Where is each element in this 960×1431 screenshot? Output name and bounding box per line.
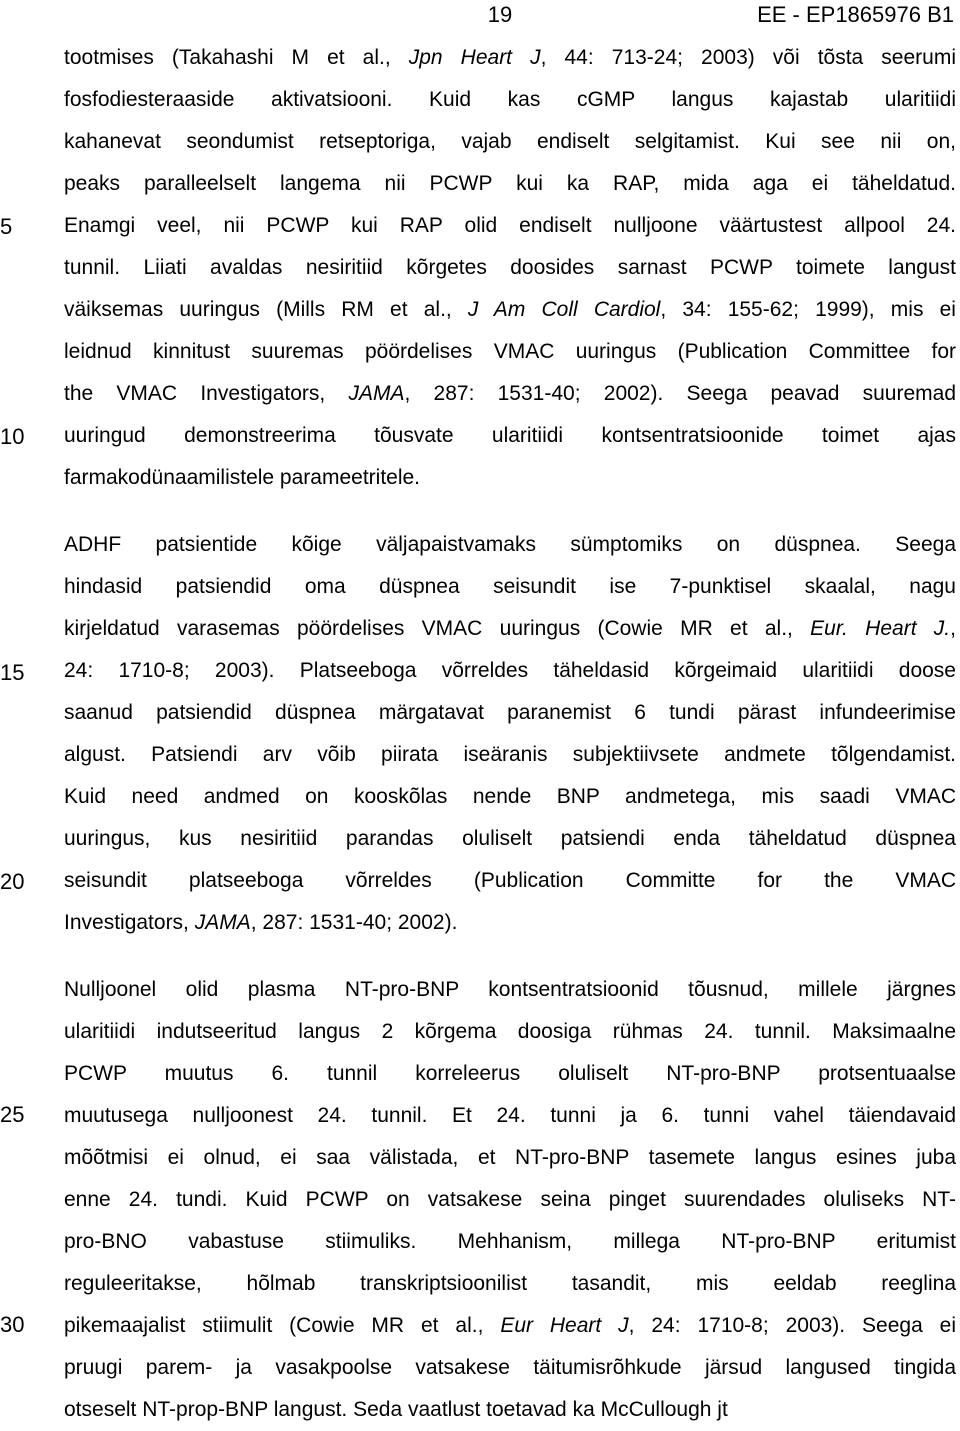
text-line bbox=[64, 860, 956, 902]
text-run: Kuid need andmed on kooskõlas nende BNP andmetega, mis saadi VMAC bbox=[64, 785, 956, 808]
text-run: Nulljoonel olid plasma NT-pro-BNP kontsentratsioonid tõusnud, millele järgnes bbox=[64, 978, 956, 1001]
text-line bbox=[64, 1347, 956, 1389]
text-line bbox=[64, 331, 956, 373]
italic-text: Eur Heart J bbox=[500, 1314, 629, 1337]
italic-text: J Am Coll Cardiol bbox=[467, 298, 661, 321]
text-line bbox=[64, 1011, 956, 1053]
text-line bbox=[64, 163, 956, 205]
text-run: farmakodünaamilistele parameetritele. bbox=[64, 466, 421, 489]
text-run: kirjeldatud varasemas pöördelises VMAC uuringus (Cowie MR et al., bbox=[64, 617, 811, 640]
text-line bbox=[64, 457, 956, 499]
text-run: seisundit platseeboga võrreldes (Publication Committe for the VMAC bbox=[64, 869, 956, 892]
text-line bbox=[64, 415, 956, 457]
text-line bbox=[64, 79, 956, 121]
text-run: , 24: 1710-8; 2003). Seega ei bbox=[628, 1314, 956, 1337]
text-run: reguleeritakse, hõlmab transkriptsioonilist tasandit, mis eeldab reeglina bbox=[64, 1272, 956, 1295]
text-run: tunnil. Liiati avaldas nesiritiid kõrgetes doosides sarnast PCWP toimete langust bbox=[64, 256, 956, 279]
text-line bbox=[64, 1263, 956, 1305]
text-run: tootmises (Takahashi M et al., bbox=[64, 46, 409, 69]
text-run: pruugi parem- ja vasakpoolse vatsakese täitumisrõhkude järsud langused tingida bbox=[64, 1356, 956, 1379]
paragraph-2 bbox=[64, 524, 956, 944]
text-line bbox=[64, 524, 956, 566]
text-line bbox=[64, 692, 956, 734]
line-number: 5 bbox=[0, 214, 13, 239]
text-line bbox=[64, 969, 956, 1011]
text-run: hindasid patsiendid oma düspnea seisundit ise 7-punktisel skaalal, nagu bbox=[64, 575, 956, 598]
line-number: 10 bbox=[0, 424, 25, 449]
text-run: , bbox=[950, 617, 956, 640]
text-line bbox=[64, 1053, 956, 1095]
text-line bbox=[64, 650, 956, 692]
text-run: mõõtmisi ei olnud, ei saa välistada, et NT-pro-BNP tasemete langus esines juba bbox=[64, 1146, 956, 1169]
page-number: 19 bbox=[487, 2, 513, 27]
text-run: 24: 1710-8; 2003). Platseeboga võrreldes täheldasid kõrgeimaid ularitiidi doose bbox=[64, 659, 956, 682]
text-run: muutusega nulljoonest 24. tunnil. Et 24. tunni ja 6. tunni vahel täiendavaid bbox=[64, 1104, 956, 1127]
text-line bbox=[64, 1179, 956, 1221]
line-number: 15 bbox=[0, 660, 25, 685]
text-line bbox=[64, 37, 956, 79]
italic-text: Jpn Heart J bbox=[408, 46, 541, 69]
paragraph-3 bbox=[64, 969, 956, 1431]
text-run: otseselt NT-prop-BNP langust. Seda vaatlust toetavad ka McCullough jt bbox=[64, 1398, 728, 1421]
text-run: , 44: 713-24; 2003) või tõsta seerumi bbox=[540, 46, 956, 69]
text-run: enne 24. tundi. Kuid PCWP on vatsakese seina pinget suurendades oluliseks NT- bbox=[64, 1188, 956, 1211]
text-run: ADHF patsientide kõige väljapaistvamaks sümptomiks on düspnea. Seega bbox=[64, 533, 956, 556]
text-run: ularitiidi indutseeritud langus 2 kõrgema doosiga rühmas 24. tunnil. Maksimaalne bbox=[64, 1020, 956, 1043]
text-run: pikemaajalist stiimulit (Cowie MR et al., bbox=[64, 1314, 501, 1337]
text-run: Investigators, bbox=[64, 911, 195, 934]
document-id: EE - EP1865976 B1 bbox=[757, 2, 954, 27]
text-line bbox=[64, 1305, 956, 1347]
text-line bbox=[64, 902, 956, 944]
text-run: algust. Patsiendi arv võib piirata iseäranis subjektiivsete andmete tõlgendamist. bbox=[64, 743, 956, 766]
text-run: Enamgi veel, nii PCWP kui RAP olid endiselt nulljoone väärtustest allpool 24. bbox=[64, 214, 956, 237]
text-run: uuringus, kus nesiritiid parandas oluliselt patsiendi enda täheldatud düspnea bbox=[64, 827, 956, 850]
text-line bbox=[64, 373, 956, 415]
text-line bbox=[64, 1221, 956, 1263]
text-line bbox=[64, 247, 956, 289]
text-line bbox=[64, 1389, 956, 1431]
italic-text: JAMA bbox=[348, 382, 405, 405]
text-run: , 287: 1531-40; 2002). bbox=[250, 911, 458, 934]
text-run: PCWP muutus 6. tunnil korreleerus oluliselt NT-pro-BNP protsentuaalse bbox=[64, 1062, 956, 1085]
text-line bbox=[64, 289, 956, 331]
text-run: peaks paralleelselt langema nii PCWP kui ka RAP, mida aga ei täheldatud. bbox=[64, 172, 956, 195]
line-number: 25 bbox=[0, 1102, 25, 1127]
text-run: väiksemas uuringus (Mills RM et al., bbox=[64, 298, 468, 321]
text-line bbox=[64, 818, 956, 860]
line-number: 30 bbox=[0, 1312, 25, 1337]
text-run: kahanevat seondumist retseptoriga, vajab endiselt selgitamist. Kui see nii on, bbox=[64, 130, 956, 153]
text-line bbox=[64, 121, 956, 163]
text-run: , 34: 155-62; 1999), mis ei bbox=[660, 298, 956, 321]
text-run: pro-BNO vabastuse stiimuliks. Mehhanism, millega NT-pro-BNP eritumist bbox=[64, 1230, 956, 1253]
text-line bbox=[64, 1095, 956, 1137]
text-line bbox=[64, 608, 956, 650]
text-run: leidnud kinnitust suuremas pöördelises VMAC uuringus (Publication Committee for bbox=[64, 340, 956, 363]
text-line bbox=[64, 1137, 956, 1179]
text-line bbox=[64, 734, 956, 776]
text-run: saanud patsiendid düspnea märgatavat paranemist 6 tundi pärast infundeerimise bbox=[64, 701, 956, 724]
line-number: 20 bbox=[0, 869, 25, 894]
text-run: , 287: 1531-40; 2002). Seega peavad suuremad bbox=[404, 382, 956, 405]
text-line bbox=[64, 205, 956, 247]
text-run: uuringud demonstreerima tõusvate ularitiidi kontsentratsioonide toimet ajas bbox=[64, 424, 956, 447]
text-run: fosfodiesteraaside aktivatsiooni. Kuid kas cGMP langus kajastab ularitiidi bbox=[64, 88, 956, 111]
text-run: the VMAC Investigators, bbox=[64, 382, 349, 405]
italic-text: JAMA bbox=[194, 911, 251, 934]
text-line bbox=[64, 776, 956, 818]
text-line bbox=[64, 566, 956, 608]
italic-text: Eur. Heart J. bbox=[810, 617, 951, 640]
paragraph-1 bbox=[64, 37, 956, 499]
